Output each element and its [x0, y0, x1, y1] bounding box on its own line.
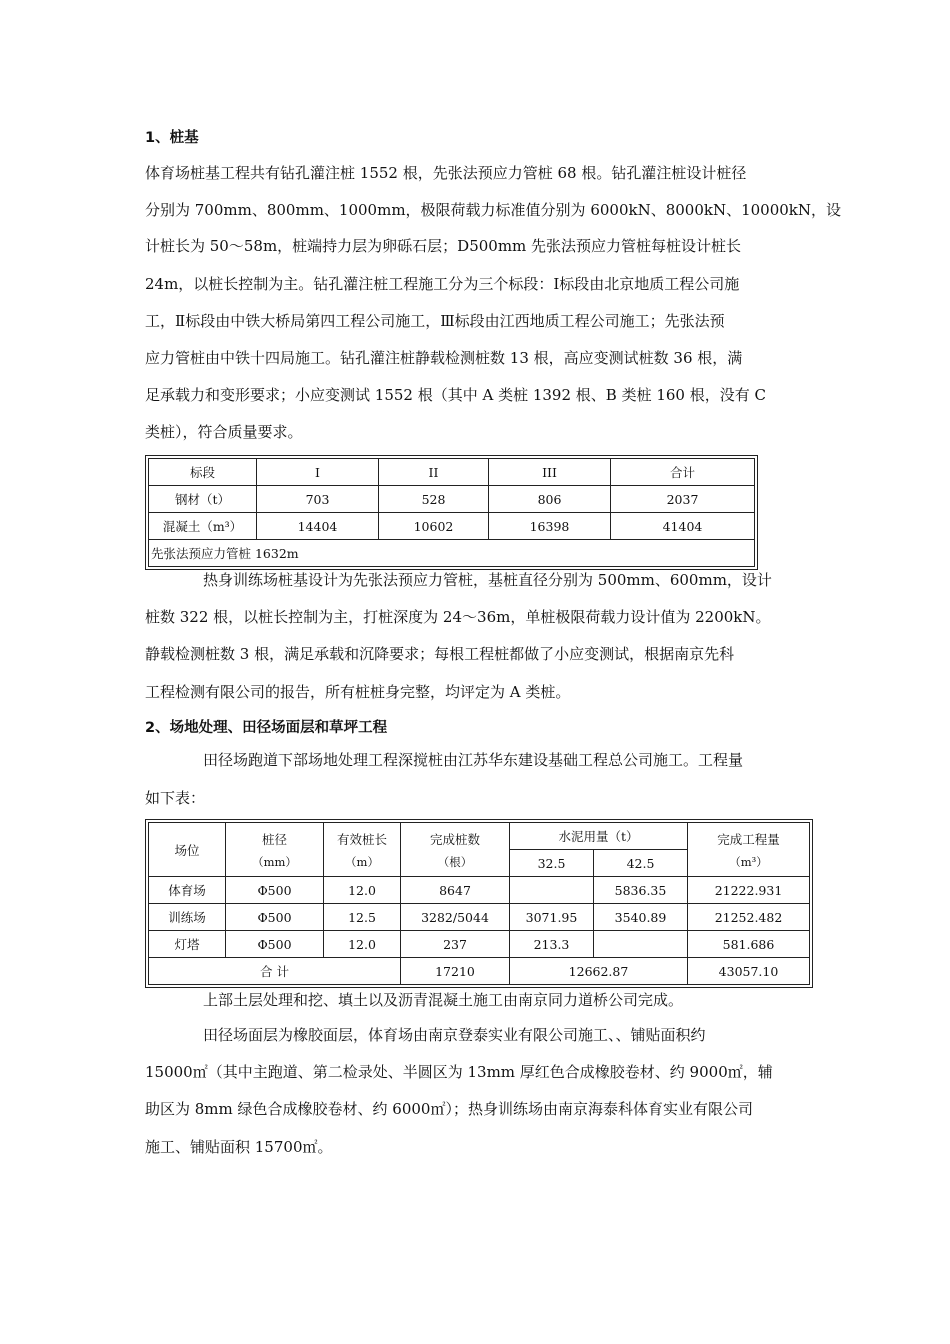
table-header-cell	[688, 823, 810, 877]
table-header-cell: 水泥用量（t）	[510, 823, 688, 850]
total-label-cell: 合 计	[149, 958, 401, 985]
table-cell: 2037	[611, 486, 755, 513]
table-cell: 3282/5044	[401, 904, 510, 931]
table-cell	[594, 931, 688, 958]
table-note-cell: 先张法预应力管桩 1632m	[149, 540, 755, 567]
table-cell: 581.686	[688, 931, 810, 958]
table-header-cell: 合计	[611, 459, 755, 486]
paragraph-line: 如下表：	[145, 789, 206, 807]
table-cell: 41404	[611, 513, 755, 540]
header-unit: （根）	[437, 854, 473, 869]
paragraph-line: 田径场跑道下部场地处理工程深搅桩由江苏华东建设基础工程总公司施工。工程量	[203, 751, 744, 769]
table-cell: 16398	[489, 513, 611, 540]
table-cell: 8647	[401, 877, 510, 904]
table-cell: 训练场	[149, 904, 226, 931]
header-unit: （m）	[345, 854, 379, 869]
table-cell: 5836.35	[594, 877, 688, 904]
table-header-cell	[401, 823, 510, 877]
table-cell: 灯塔	[149, 931, 226, 958]
table-header-cell	[324, 823, 401, 877]
paragraph-line: 15000㎡（其中主跑道、第二检录处、半圆区为 13mm 厚红色合成橡胶卷材、约 9000㎡，辅	[145, 1063, 773, 1081]
table-row	[149, 540, 755, 567]
table-cell	[510, 877, 594, 904]
table-cell: 806	[489, 486, 611, 513]
deep-mixing-pile-table	[148, 822, 810, 985]
table-cell: Φ500	[226, 931, 324, 958]
table-cell: Φ500	[226, 877, 324, 904]
table-cell: 12.5	[324, 904, 401, 931]
table-cell: 混凝土（m³）	[149, 513, 257, 540]
table-header-cell: 32.5	[510, 850, 594, 877]
table-cell: 213.3	[510, 931, 594, 958]
section-2-heading: 2、场地处理、田径场面层和草坪工程	[145, 720, 388, 736]
table-cell: 体育场	[149, 877, 226, 904]
paragraph-line: 热身训练场桩基设计为先张法预应力管桩，基桩直径分别为 500mm、600mm，设计	[203, 571, 772, 589]
paragraph-line: 施工、铺贴面积 15700㎡。	[145, 1138, 333, 1156]
table-cell: 3071.95	[510, 904, 594, 931]
table-row	[149, 513, 755, 540]
paragraph-line: 工，Ⅱ标段由中铁大桥局第四工程公司施工，Ⅲ标段由江西地质工程公司施工；先张法预	[145, 312, 725, 330]
paragraph-line: 田径场面层为橡胶面层，体育场由南京登泰实业有限公司施工、、铺贴面积约	[203, 1026, 706, 1044]
table-header-cell: 42.5	[594, 850, 688, 877]
header-unit: （mm）	[252, 854, 297, 869]
table-header-cell: II	[379, 459, 489, 486]
table-total-row	[149, 958, 810, 985]
table-cell: 21222.931	[688, 877, 810, 904]
header-text: 完成工程量	[717, 831, 780, 847]
table-cell: 21252.482	[688, 904, 810, 931]
paragraph-line: 工程检测有限公司的报告，所有桩桩身完整，均评定为 A 类桩。	[145, 683, 571, 701]
paragraph-line: 类桩），符合质量要求。	[145, 423, 303, 441]
total-cement-cell: 12662.87	[510, 958, 688, 985]
table-header-cell: 场位	[149, 823, 226, 877]
table-cell: 钢材（t）	[149, 486, 257, 513]
header-text: 桩径	[261, 831, 287, 847]
table-row	[149, 904, 810, 931]
header-unit: （m³）	[729, 854, 768, 869]
paragraph-line: 24m，以桩长控制为主。钻孔灌注桩工程施工分为三个标段：Ⅰ标段由北京地质工程公司施	[145, 275, 740, 293]
paragraph-line: 分别为 700mm、800mm、1000mm，极限荷载力标准值分别为 6000kN、8000kN、10000kN，设	[145, 201, 842, 219]
table-cell: 14404	[257, 513, 379, 540]
table-row	[149, 877, 810, 904]
table-header-row	[149, 823, 810, 850]
paragraph-line: 上部土层处理和挖、填土以及沥青混凝土施工由南京同力道桥公司完成。	[203, 991, 684, 1009]
header-text: 有效桩长	[336, 831, 387, 847]
total-work-cell: 43057.10	[688, 958, 810, 985]
table-row	[149, 486, 755, 513]
table-header-cell	[226, 823, 324, 877]
paragraph-line: 体育场桩基工程共有钻孔灌注桩 1552 根，先张法预应力管桩 68 根。钻孔灌注桩设计桩径	[145, 164, 747, 182]
paragraph-line: 应力管桩由中铁十四局施工。钻孔灌注桩静载检测桩数 13 根，高应变测试桩数 36 根，满	[145, 349, 743, 367]
table-row	[149, 931, 810, 958]
pile-section-table	[148, 458, 755, 567]
table-cell: 237	[401, 931, 510, 958]
table-cell: Φ500	[226, 904, 324, 931]
table-cell: 12.0	[324, 931, 401, 958]
table-cell: 10602	[379, 513, 489, 540]
table-cell: 3540.89	[594, 904, 688, 931]
table-cell: 12.0	[324, 877, 401, 904]
table-header-cell: III	[489, 459, 611, 486]
paragraph-line: 计桩长为 50～58m，桩端持力层为卵砾石层；D500mm 先张法预应力管桩每桩设计桩长	[145, 237, 742, 255]
paragraph-line: 静载检测桩数 3 根，满足承载和沉降要求；每根工程桩都做了小应变测试，根据南京先科	[145, 645, 735, 663]
paragraph-line: 桩数 322 根，以桩长控制为主，打桩深度为 24～36m，单桩极限荷载力设计值为 2200kN。	[145, 608, 771, 626]
paragraph-line: 足承载力和变形要求；小应变测试 1552 根（其中 A 类桩 1392 根、B 类桩 160 根，没有 C	[145, 386, 766, 404]
table-cell: 703	[257, 486, 379, 513]
section-1-heading: 1、桩基	[145, 130, 199, 146]
table-cell: 528	[379, 486, 489, 513]
total-count-cell: 17210	[401, 958, 510, 985]
paragraph-line: 助区为 8mm 绿色合成橡胶卷材、约 6000㎡）；热身训练场由南京海泰科体育实业有限公司	[145, 1100, 753, 1118]
table-header-row	[149, 459, 755, 486]
table-header-cell: I	[257, 459, 379, 486]
header-text: 完成桩数	[429, 831, 480, 847]
table-header-cell: 标段	[149, 459, 257, 486]
